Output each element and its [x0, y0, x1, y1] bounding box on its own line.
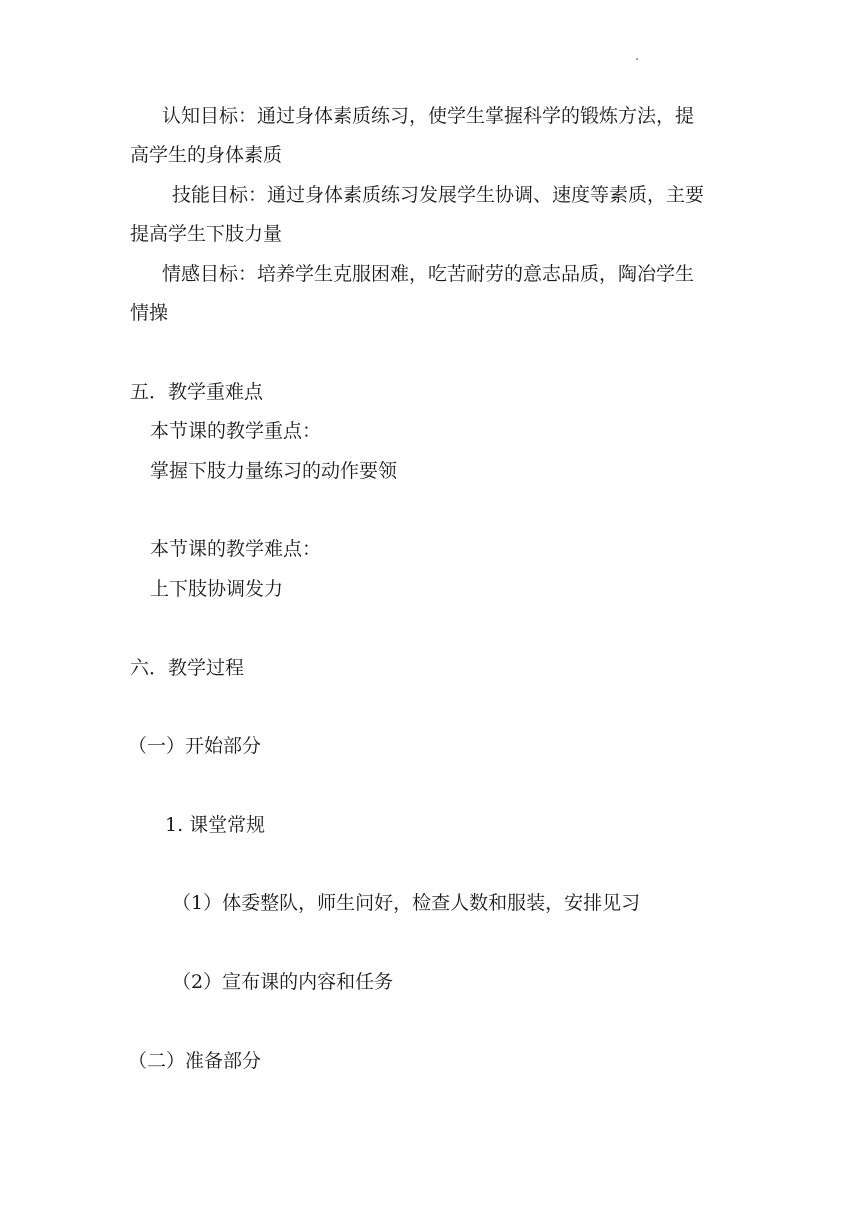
affective-objective-line2: 情操 — [130, 302, 169, 324]
class-routine-item-2: （2）宣布课的内容和任务 — [172, 971, 394, 993]
affective-objective-line1: 情感目标：培养学生克服困难，吃苦耐劳的意志品质，陶冶学生 — [162, 263, 695, 285]
skill-objective-line1: 技能目标：通过身体素质练习发展学生协调、速度等素质，主要 — [172, 184, 705, 206]
class-routine-heading: 1. 课堂常规 — [165, 814, 266, 836]
cognitive-objective-line2: 高学生的身体素质 — [130, 144, 283, 166]
teaching-focus-label: 本节课的教学重点： — [150, 420, 322, 442]
skill-objective-line2: 提高学生下肢力量 — [130, 223, 283, 245]
part-one-heading: （一）开始部分 — [128, 735, 262, 757]
cognitive-objective-line1: 认知目标：通过身体素质练习，使学生掌握科学的锻炼方法，提 — [162, 105, 695, 127]
page-mark-dot — [636, 58, 638, 60]
part-two-heading: （二）准备部分 — [128, 1050, 262, 1072]
section-five-heading: 五．教学重难点 — [130, 381, 264, 403]
teaching-difficulty-text: 上下肢协调发力 — [150, 578, 284, 600]
class-routine-item-1: （1）体委整队，师生问好，检查人数和服装，安排见习 — [172, 892, 641, 914]
teaching-focus-text: 掌握下肢力量练习的动作要领 — [150, 460, 398, 482]
section-six-heading: 六．教学过程 — [130, 657, 245, 679]
teaching-difficulty-label: 本节课的教学难点： — [150, 538, 322, 560]
